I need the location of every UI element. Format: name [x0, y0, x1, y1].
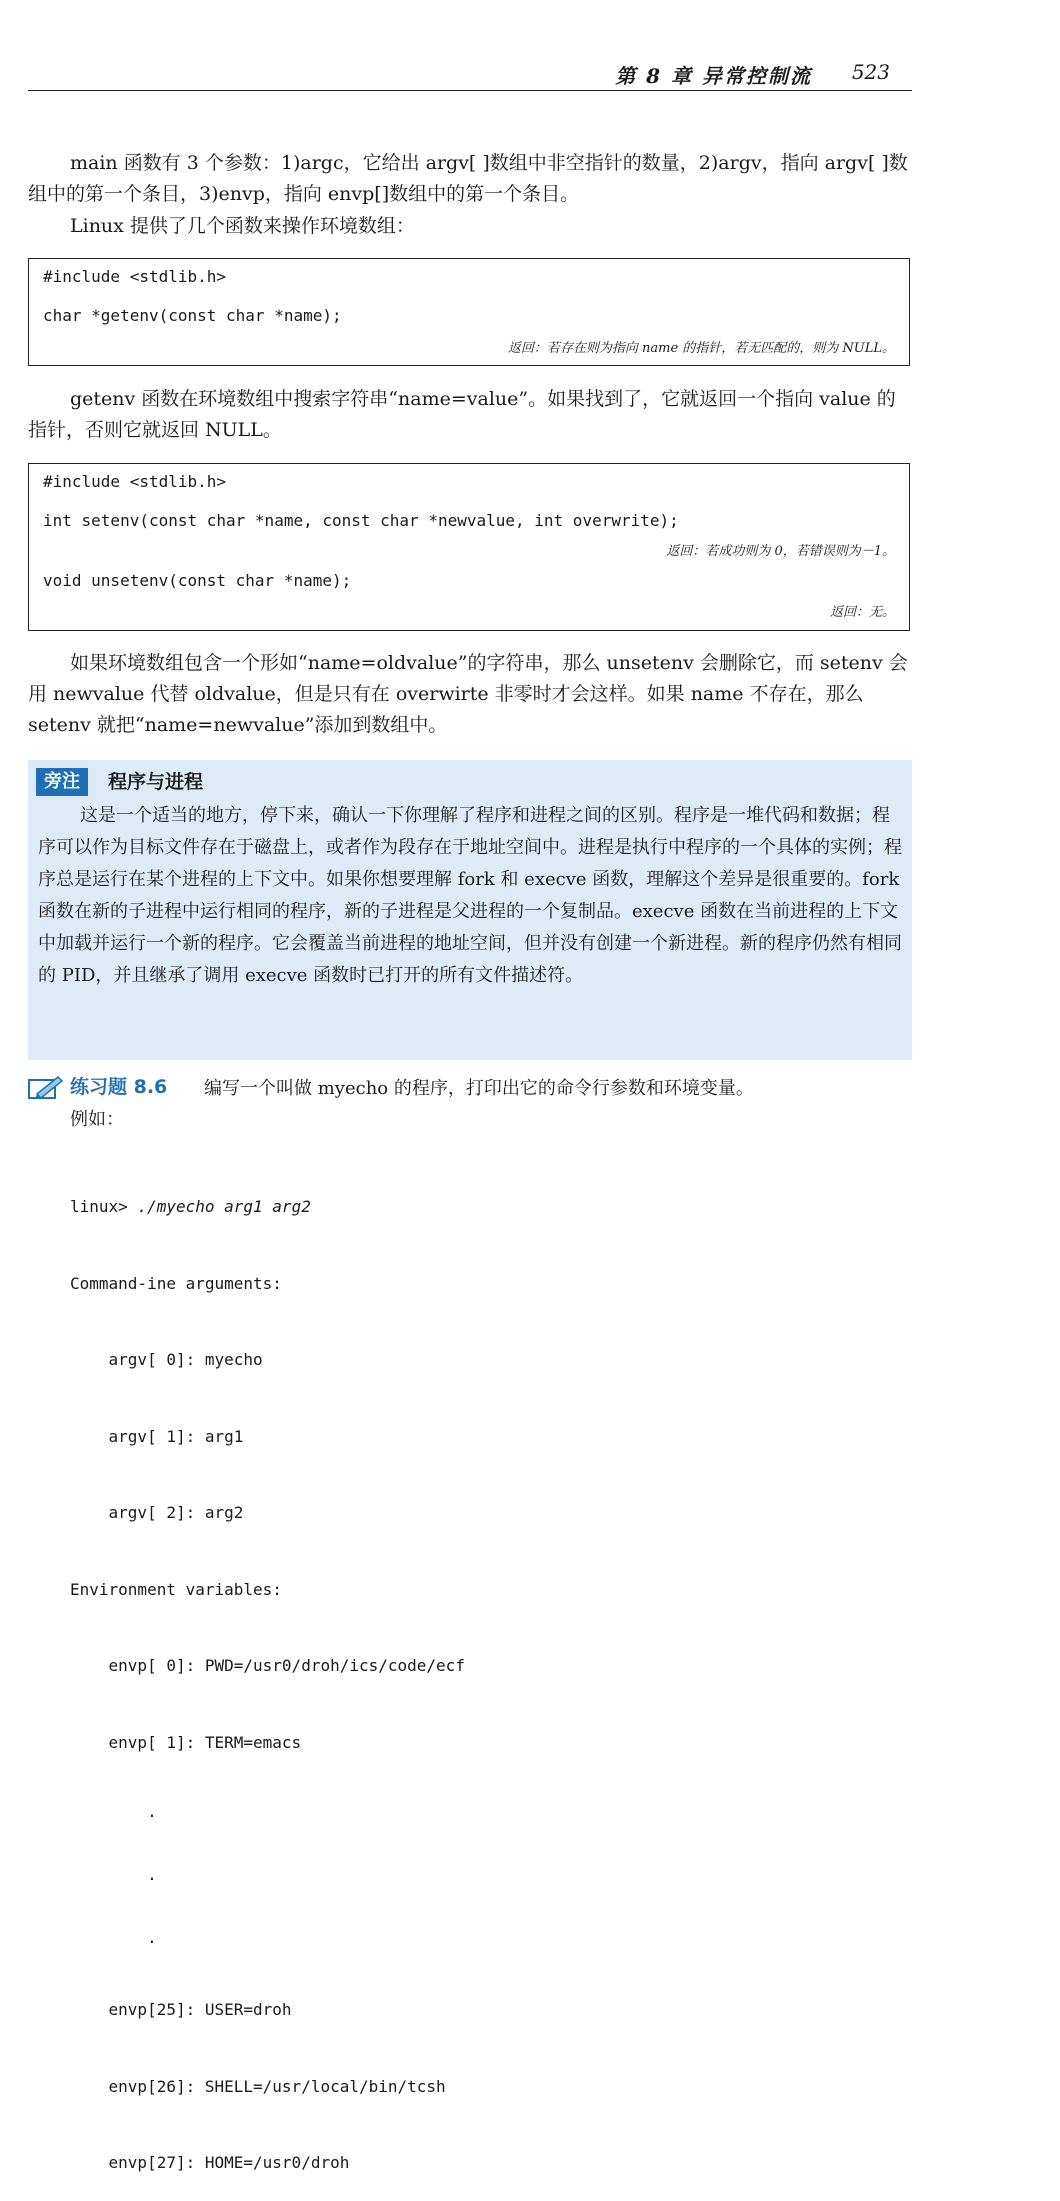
console-ellipsis: . [70, 1928, 157, 1947]
unsetenv-return-note: 返回：无。 [829, 605, 895, 620]
console-ellipsis: . [70, 1865, 157, 1884]
setenv-description: 如果环境数组包含一个形如“name=oldvalue”的字符串，那么 unsetenv 会删除它，而 setenv 会用 newvalue 代替 oldvalue，但是只有在 overwirte 非零时才会这样。如果 name 不存在，那么 setenv 就把“name=newvalue”添加到数组中。 [28, 652, 908, 736]
console-line: envp[27]: HOME=/usr0/droh [70, 2153, 350, 2172]
include-line: #include <stdlib.h> [43, 267, 227, 286]
aside-title: 程序与进程 [108, 771, 204, 793]
aside-tag: 旁注 [36, 768, 88, 796]
getenv-prototype: char *getenv(const char *name); [43, 306, 342, 325]
console-prompt: linux> [70, 1197, 138, 1216]
console-line: Environment variables: [70, 1579, 282, 1599]
getenv-return-note: 返回：若存在则为指向 name 的指针，若无匹配的，则为 NULL。 [507, 341, 895, 356]
intro-paragraph-2: Linux 提供了几个函数来操作环境数组： [70, 215, 415, 237]
unsetenv-prototype: void unsetenv(const char *name); [43, 571, 352, 590]
getenv-prototype-box [28, 258, 910, 366]
exercise-continuation: 例如： [70, 1109, 124, 1130]
console-line: Command-ine arguments: [70, 1273, 282, 1293]
console-command: ./myecho arg1 arg2 [137, 1197, 311, 1216]
console-line: envp[25]: USER=droh [70, 2000, 292, 2019]
getenv-description: getenv 函数在环境数组中搜索字符串“name=value”。如果找到了，它就返回一个指向 value 的指针，否则它就返回 NULL。 [28, 388, 896, 441]
console-command-line [70, 1194, 465, 1220]
chapter-title: 第 8 章 异常控制流 [615, 64, 812, 88]
console-line: envp[ 1]: TERM=emacs [70, 1732, 302, 1752]
aside-box [28, 760, 912, 1060]
console-line: envp[ 0]: PWD=/usr0/droh/ics/code/ecf [70, 1656, 465, 1675]
console-line: argv[ 0]: myecho [70, 1350, 263, 1369]
console-line: argv[ 1]: arg1 [70, 1426, 244, 1446]
page-number: 523 [851, 60, 890, 84]
exercise-text: 编写一个叫做 myecho 的程序，打印出它的命令行参数和环境变量。 [204, 1078, 754, 1099]
exercise-label: 练习题 8.6 [70, 1076, 168, 1098]
setenv-prototype-box [28, 463, 910, 631]
setenv-prototype: int setenv(const char *name, const char *newvalue, int overwrite); [43, 511, 679, 530]
console-ellipsis: . [70, 1802, 157, 1821]
running-header [28, 56, 912, 91]
intro-paragraph: main 函数有 3 个参数：1)argc，它给出 argv[ ]数组中非空指针的数量，2)argv，指向 argv[ ]数组中的第一个条目，3)envp，指向 envp[]数组中的第一个条目。 [28, 152, 908, 205]
console-output [70, 1143, 465, 2201]
include-line: #include <stdlib.h> [43, 472, 227, 491]
console-line: envp[26]: SHELL=/usr/local/bin/tcsh [70, 2076, 446, 2096]
exercise-pencil-icon [28, 1074, 64, 1100]
aside-body: 这是一个适当的地方，停下来，确认一下你理解了程序和进程之间的区别。程序是一堆代码和数据；程序可以作为目标文件存在于磁盘上，或者作为段存在于地址空间中。进程是执行中程序的一个具体的实例；程序总是运行在某个进程的上下文中。如果你想要理解 fork 和 execve 函数，理解这个差异是很重要的。fork 函数在新的子进程中运行相同的程序，新的子进程是父进程的一个复制品。execve 函数在当前进程的上下文中加载并运行一个新的程序。它会覆盖当前进程的地址空间，但并没有创建一个新进程。新的程序仍然有相同的 PID，并且继承了调用 execve 函数时已打开的所有文件描述符。 [38, 805, 902, 986]
setenv-return-note: 返回：若成功则为 0，若错误则为－1。 [666, 544, 895, 559]
console-line: argv[ 2]: arg2 [70, 1503, 244, 1522]
